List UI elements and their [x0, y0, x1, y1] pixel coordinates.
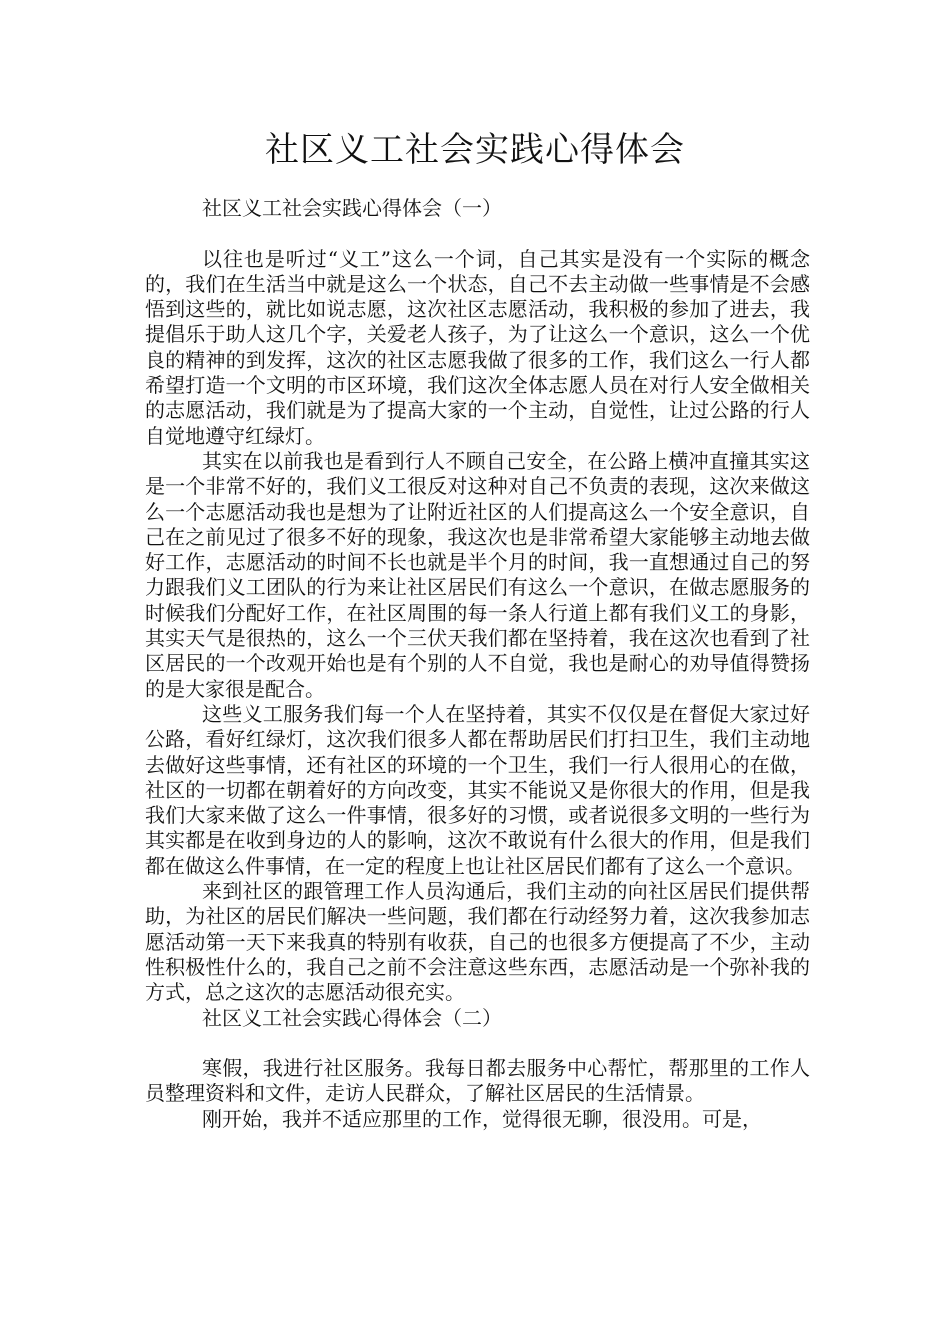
- paragraph: 这些义工服务我们每一个人在坚持着，其实不仅仅是在督促大家过好公路，看好红绿灯，这次我们很多人都在帮助居民们打扫卫生，我们主动地去做好这些事情，还有社区的环境的一个卫生，我们一行人很用心的在做，社区的一切都在朝着好的方向改变，其实不能说又是你很大的作用，但是我我们大家来做了这么一件事情，很多好的习惯，或者说很多文明的一些行为其实都是在收到身边的人的影响，这次不敢说有什么很大的作用，但是我们都在做这么件事情，在一定的程度上也让社区居民们都有了这么一个意识。: [145, 701, 810, 878]
- paragraph: 其实在以前我也是看到行人不顾自己安全，在公路上横冲直撞其实这是一个非常不好的，我们义工很反对这种对自己不负责的表现，这次来做这么一个志愿活动我也是想为了让附近社区的人们提高这么一个安全意识，自己在之前见过了很多不好的现象，我这次也是非常希望大家能够主动地去做好工作，志愿活动的时间不长也就是半个月的时间，我一直想通过自己的努力跟我们义工团队的行为来让社区居民们有这么一个意识，在做志愿服务的时候我们分配好工作，在社区周围的每一条人行道上都有我们义工的身影，其实天气是很热的，这么一个三伏天我们都在坚持着，我在这次也看到了社区居民的一个改观开始也是有个别的人不自觉，我也是耐心的劝导值得赞扬的是大家很是配合。: [145, 448, 810, 701]
- blank-line: [145, 221, 810, 246]
- section-heading-1: 社区义工社会实践心得体会（一）: [202, 196, 502, 220]
- blank-line: [145, 1031, 810, 1056]
- paragraph: 刚开始，我并不适应那里的工作，觉得很无聊，很没用。可是，: [202, 1106, 762, 1131]
- document-title: 社区义工社会实践心得体会: [265, 130, 685, 170]
- paragraph: 寒假，我进行社区服务。我每日都去服务中心帮忙，帮那里的工作人员整理资料和文件，走访人民群众，了解社区居民的生活情景。: [145, 1056, 810, 1106]
- section-heading-2: 社区义工社会实践心得体会（二）: [202, 1005, 502, 1030]
- document-body: [145, 196, 810, 1132]
- paragraph: 以往也是听过“义工”这么一个词，自己其实是没有一个实际的概念的，我们在生活当中就是这么一个状态，自己不去主动做一些事情是不会感悟到这些的，就比如说志愿，这次社区志愿活动，我积极的参加了进去，我提倡乐于助人这几个字，关爱老人孩子，为了让这么一个意识，这么一个优良的精神的到发挥，这次的社区志愿我做了很多的工作，我们这么一行人都希望打造一个文明的市区环境，我们这次全体志愿人员在对行人安全做相关的志愿活动，我们就是为了提高大家的一个主动，自觉性，让过公路的行人自觉地遵守红绿灯。: [145, 246, 810, 448]
- paragraph: 来到社区的跟管理工作人员沟通后，我们主动的向社区居民们提供帮助，为社区的居民们解决一些问题，我们都在行动经努力着，这次我参加志愿活动第一天下来我真的特别有收获，自己的也很多方便提高了不少，主动性积极性什么的，我自己之前不会注意这些东西，志愿活动是一个弥补我的方式，总之这次的志愿活动很充实。: [145, 879, 810, 1005]
